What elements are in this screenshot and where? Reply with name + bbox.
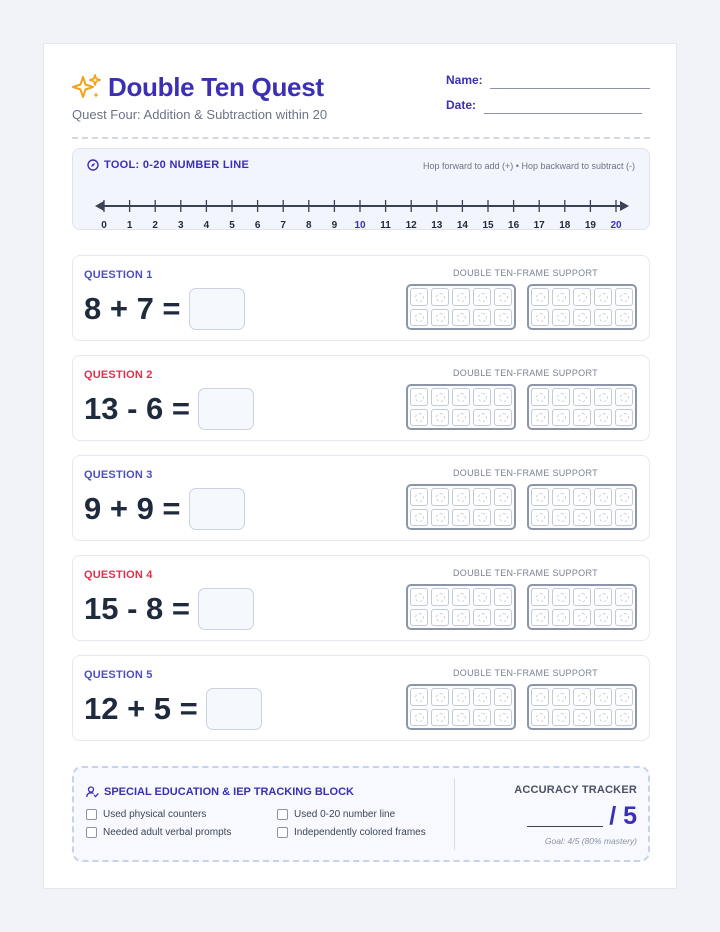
number-line-label: 9	[331, 220, 338, 229]
question-card	[72, 455, 650, 541]
number-line-label: 10	[354, 220, 366, 229]
ten-frame-cell[interactable]	[431, 709, 449, 727]
ten-frame-cell[interactable]	[431, 688, 449, 706]
ten-frame-cell[interactable]	[615, 388, 633, 406]
check-number-line[interactable]	[277, 809, 395, 820]
ten-frame-cell[interactable]	[531, 509, 549, 527]
question-label: QUESTION 3	[84, 469, 153, 481]
ten-frame-cell[interactable]	[473, 709, 491, 727]
number-line-label: 14	[456, 220, 468, 229]
ten-frame-cell[interactable]	[552, 388, 570, 406]
equation-row	[84, 388, 254, 430]
equation-text: 15 - 8 =	[84, 591, 190, 626]
number-line-label: 8	[306, 220, 312, 229]
ten-frame-cell[interactable]	[431, 509, 449, 527]
ten-frame-cell[interactable]	[573, 409, 591, 427]
ten-frame-cell[interactable]	[431, 388, 449, 406]
ten-frame-cell[interactable]	[531, 688, 549, 706]
question-card	[72, 255, 650, 341]
ten-frame-cell[interactable]	[494, 388, 512, 406]
ten-frame	[406, 384, 516, 430]
question-label: QUESTION 2	[84, 369, 153, 381]
number-line-label: 1	[126, 220, 133, 229]
answer-box[interactable]	[198, 388, 254, 430]
name-label: Name:	[446, 73, 483, 87]
ten-frame-cell[interactable]	[552, 688, 570, 706]
ten-frame-cell[interactable]	[452, 488, 470, 506]
ten-frame-cell[interactable]	[594, 488, 612, 506]
equation-row	[84, 588, 254, 630]
ten-frame-cell[interactable]	[594, 709, 612, 727]
number-line-left-arrow	[95, 201, 104, 211]
ten-frame-cell[interactable]	[615, 709, 633, 727]
ten-frame-support-label: DOUBLE TEN-FRAME SUPPORT	[453, 368, 598, 378]
user-check-icon	[86, 786, 99, 798]
equation-text: 9 + 9 =	[84, 491, 181, 526]
check-physical-counters[interactable]	[86, 809, 206, 820]
ten-frame-cell[interactable]	[410, 688, 428, 706]
ten-frame-cell[interactable]	[615, 288, 633, 306]
ten-frame-cell[interactable]	[594, 509, 612, 527]
number-line-label: 18	[559, 220, 571, 229]
equation-row	[84, 688, 262, 730]
tool-title	[87, 159, 249, 171]
check-label: Independently colored frames	[294, 827, 426, 838]
ten-frame-cell[interactable]	[473, 588, 491, 606]
ten-frame-cell[interactable]	[452, 509, 470, 527]
ten-frame-cell[interactable]	[452, 288, 470, 306]
sparkle-icon	[72, 73, 102, 103]
tracking-title	[86, 786, 354, 798]
answer-box[interactable]	[198, 588, 254, 630]
ten-frame-cell[interactable]	[594, 588, 612, 606]
question-label: QUESTION 5	[84, 669, 153, 681]
ten-frame-support-label: DOUBLE TEN-FRAME SUPPORT	[453, 668, 598, 678]
checkbox[interactable]	[277, 827, 288, 838]
number-line-label: 12	[405, 220, 417, 229]
ten-frame	[406, 484, 516, 530]
number-line-right-arrow	[620, 201, 629, 211]
number-line-label: 15	[482, 220, 494, 229]
answer-box[interactable]	[206, 688, 262, 730]
tracking-title-text: SPECIAL EDUCATION & IEP TRACKING BLOCK	[104, 786, 354, 798]
ten-frame-cell[interactable]	[494, 609, 512, 627]
number-line-label: 11	[380, 220, 391, 229]
number-line-label: 17	[533, 220, 545, 229]
ten-frame-cell[interactable]	[594, 688, 612, 706]
ten-frame-cell[interactable]	[452, 309, 470, 327]
ten-frame-cell[interactable]	[552, 609, 570, 627]
ten-frame-cell[interactable]	[452, 409, 470, 427]
check-verbal-prompts[interactable]	[86, 827, 231, 838]
ten-frame-cell[interactable]	[452, 688, 470, 706]
ten-frame-cell[interactable]	[594, 388, 612, 406]
ten-frame-cell[interactable]	[615, 688, 633, 706]
ten-frame	[406, 284, 516, 330]
ten-frame-cell[interactable]	[615, 588, 633, 606]
ten-frame-cell[interactable]	[431, 588, 449, 606]
accuracy-goal: Goal: 4/5 (80% mastery)	[544, 836, 637, 846]
ten-frame-cell[interactable]	[410, 509, 428, 527]
ten-frame-cell[interactable]	[531, 488, 549, 506]
ten-frame-cell[interactable]	[431, 488, 449, 506]
ten-frame	[527, 584, 637, 630]
ten-frame-cell[interactable]	[473, 309, 491, 327]
question-label: QUESTION 1	[84, 269, 153, 281]
ten-frame-cell[interactable]	[494, 509, 512, 527]
ten-frame-cell[interactable]	[452, 709, 470, 727]
ten-frame-support-label: DOUBLE TEN-FRAME SUPPORT	[453, 568, 598, 578]
ten-frame-cell[interactable]	[531, 709, 549, 727]
ten-frame-cell[interactable]	[573, 609, 591, 627]
equation-text: 12 + 5 =	[84, 691, 198, 726]
ten-frame	[527, 484, 637, 530]
ten-frame-cell[interactable]	[410, 288, 428, 306]
compass-icon	[87, 159, 99, 171]
check-label: Used physical counters	[103, 809, 207, 820]
ten-frame-cell[interactable]	[473, 488, 491, 506]
ten-frame-cell[interactable]	[410, 709, 428, 727]
number-line-label: 2	[152, 220, 158, 229]
ten-frame-cell[interactable]	[410, 609, 428, 627]
checkbox[interactable]	[86, 827, 97, 838]
page-title: Double Ten Quest	[108, 72, 324, 102]
tracking-separator	[454, 778, 455, 850]
number-line-label: 13	[431, 220, 443, 229]
ten-frame-cell[interactable]	[494, 709, 512, 727]
equation-text: 8 + 7 =	[84, 291, 181, 326]
ten-frame-cell[interactable]	[531, 588, 549, 606]
check-colored-frames[interactable]	[277, 827, 426, 838]
ten-frame-cell[interactable]	[615, 409, 633, 427]
ten-frame-cell[interactable]	[431, 288, 449, 306]
ten-frame-cell[interactable]	[494, 309, 512, 327]
ten-frame-cell[interactable]	[573, 688, 591, 706]
ten-frame-cell[interactable]	[573, 309, 591, 327]
ten-frame-cell[interactable]	[494, 688, 512, 706]
ten-frame-cell[interactable]	[615, 509, 633, 527]
tool-title-text: TOOL: 0-20 NUMBER LINE	[104, 159, 250, 171]
ten-frame-cell[interactable]	[410, 388, 428, 406]
ten-frame-cell[interactable]	[473, 409, 491, 427]
ten-frame	[527, 384, 637, 430]
ten-frame-cell[interactable]	[552, 588, 570, 606]
ten-frame-cell[interactable]	[473, 688, 491, 706]
number-line-label: 16	[508, 220, 520, 229]
ten-frame-cell[interactable]	[552, 309, 570, 327]
date-label: Date:	[446, 98, 477, 112]
question-label: QUESTION 4	[84, 569, 153, 581]
ten-frame	[527, 684, 637, 730]
ten-frame-cell[interactable]	[531, 288, 549, 306]
check-label: Used 0-20 number line	[294, 809, 396, 820]
answer-box[interactable]	[189, 288, 245, 330]
ten-frame-cell[interactable]	[431, 309, 449, 327]
question-card	[72, 355, 650, 441]
ten-frame-cell[interactable]	[615, 488, 633, 506]
ten-frame-cell[interactable]	[452, 609, 470, 627]
number-line-label: 0	[101, 220, 107, 229]
number-line-label: 4	[203, 220, 210, 229]
ten-frame-cell[interactable]	[573, 388, 591, 406]
ten-frame-cell[interactable]	[452, 588, 470, 606]
ten-frame-cell[interactable]	[531, 309, 549, 327]
answer-box[interactable]	[189, 488, 245, 530]
checkbox[interactable]	[277, 809, 288, 820]
ten-frame-cell[interactable]	[410, 409, 428, 427]
number-line-tool	[72, 148, 650, 230]
ten-frame-cell[interactable]	[594, 309, 612, 327]
ten-frame-cell[interactable]	[431, 609, 449, 627]
ten-frame-cell[interactable]	[452, 388, 470, 406]
check-label: Needed adult verbal prompts	[103, 827, 232, 838]
ten-frame-cell[interactable]	[573, 488, 591, 506]
ten-frame-cell[interactable]	[410, 588, 428, 606]
ten-frame-cell[interactable]	[552, 409, 570, 427]
ten-frame-cell[interactable]	[594, 288, 612, 306]
ten-frame-cell[interactable]	[410, 309, 428, 327]
ten-frame-cell[interactable]	[594, 409, 612, 427]
number-line-label: 20	[610, 220, 622, 229]
ten-frame-support-label: DOUBLE TEN-FRAME SUPPORT	[453, 468, 598, 478]
ten-frame-cell[interactable]	[552, 509, 570, 527]
accuracy-title: ACCURACY TRACKER	[514, 784, 637, 796]
equation-row	[84, 488, 245, 530]
title-group	[72, 72, 324, 103]
ten-frame-cell[interactable]	[494, 588, 512, 606]
worksheet-page	[43, 43, 677, 889]
ten-frame	[406, 584, 516, 630]
ten-frame-cell[interactable]	[615, 609, 633, 627]
ten-frame-cell[interactable]	[552, 709, 570, 727]
iep-tracking-block	[72, 766, 650, 862]
equation-row	[84, 288, 245, 330]
worksheet-header	[72, 72, 650, 136]
question-card	[72, 655, 650, 741]
ten-frame-cell[interactable]	[573, 509, 591, 527]
equation-text: 13 - 6 =	[84, 391, 190, 426]
number-line	[73, 179, 651, 229]
question-card	[72, 555, 650, 641]
number-line-label: 6	[254, 220, 261, 229]
ten-frame-cell[interactable]	[410, 488, 428, 506]
ten-frame-cell[interactable]	[531, 609, 549, 627]
ten-frame-cell[interactable]	[473, 388, 491, 406]
header-divider	[72, 137, 650, 139]
ten-frame-cell[interactable]	[473, 288, 491, 306]
ten-frame-cell[interactable]	[615, 309, 633, 327]
accuracy-blank[interactable]	[527, 826, 603, 827]
number-line-label: 3	[178, 220, 184, 229]
ten-frame-cell[interactable]	[573, 709, 591, 727]
name-field[interactable]	[490, 88, 650, 89]
ten-frame-cell[interactable]	[573, 588, 591, 606]
ten-frame-cell[interactable]	[473, 609, 491, 627]
ten-frame-cell[interactable]	[552, 488, 570, 506]
checkbox[interactable]	[86, 809, 97, 820]
ten-frame-cell[interactable]	[494, 488, 512, 506]
ten-frame-cell[interactable]	[473, 509, 491, 527]
ten-frame-cell[interactable]	[494, 288, 512, 306]
number-line-label: 19	[584, 220, 596, 229]
accuracy-total: / 5	[609, 802, 637, 830]
accuracy-row	[527, 802, 637, 831]
ten-frame-cell[interactable]	[573, 288, 591, 306]
ten-frame-cell[interactable]	[594, 609, 612, 627]
ten-frame	[406, 684, 516, 730]
number-line-label: 5	[229, 220, 235, 229]
tool-hint: Hop forward to add (+) • Hop backward to subtract (-)	[423, 161, 635, 171]
ten-frame-cell[interactable]	[531, 409, 549, 427]
date-field[interactable]	[484, 113, 642, 114]
ten-frame-support-label: DOUBLE TEN-FRAME SUPPORT	[453, 268, 598, 278]
ten-frame-cell[interactable]	[431, 409, 449, 427]
ten-frame-cell[interactable]	[494, 409, 512, 427]
ten-frame-cell[interactable]	[531, 388, 549, 406]
ten-frame	[527, 284, 637, 330]
number-line-label: 7	[280, 220, 286, 229]
page-subtitle: Quest Four: Addition & Subtraction within 20	[72, 107, 328, 122]
ten-frame-cell[interactable]	[552, 288, 570, 306]
